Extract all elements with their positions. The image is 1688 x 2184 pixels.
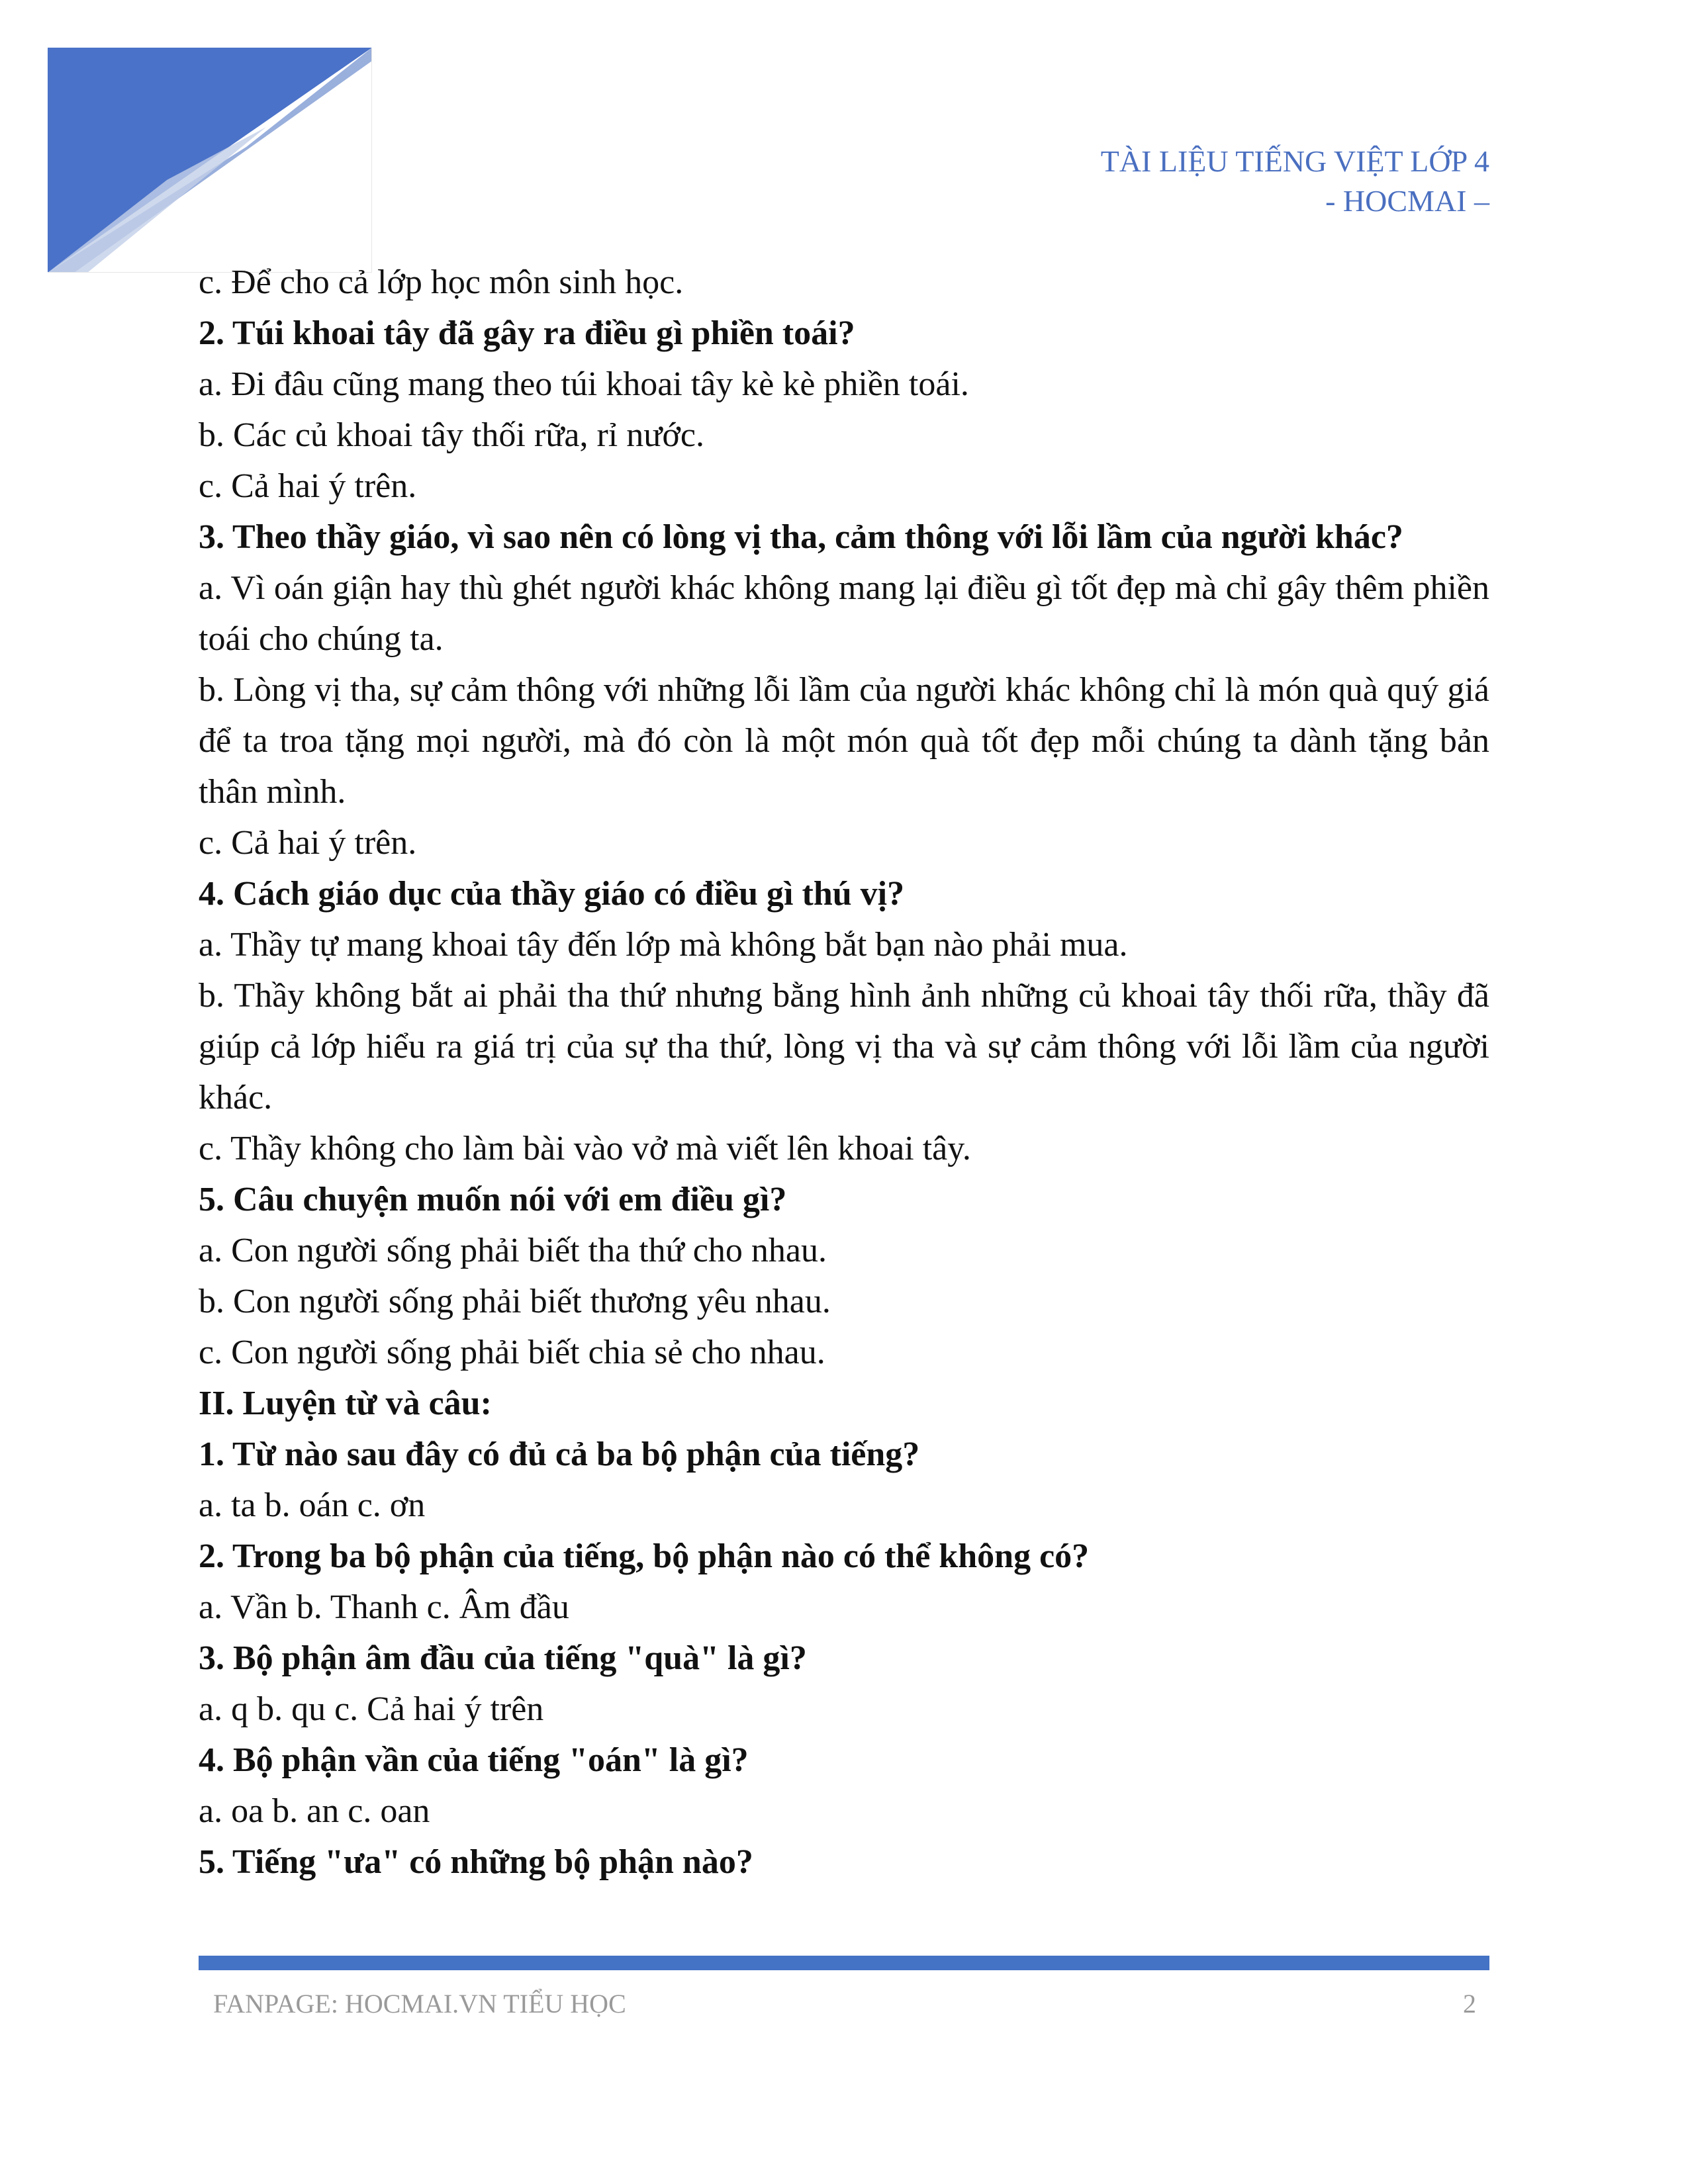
answer-line: a. Vần b. Thanh c. Âm đầu [199, 1588, 569, 1626]
answer-line: c. Cả hai ý trên. [199, 467, 417, 505]
header-title: TÀI LIỆU TIẾNG VIỆT LỚP 4 [1100, 144, 1489, 178]
question-line: 5. Tiếng "ưa" có những bộ phận nào? [199, 1843, 753, 1881]
question-line: II. Luyện từ và câu: [199, 1385, 492, 1422]
question-line: 4. Bộ phận vần của tiếng "oán" là gì? [199, 1741, 749, 1779]
answer-line: a. Con người sống phải biết tha thứ cho nhau. [199, 1232, 827, 1269]
page-number: 2 [1463, 1989, 1476, 2019]
question-line: 2. Túi khoai tây đã gây ra điều gì phiền toái? [199, 314, 855, 352]
header-brand: - HOCMAI – [1325, 184, 1489, 218]
document-header [1101, 142, 1489, 221]
answer-line: c. Cả hai ý trên. [199, 824, 417, 862]
footer-divider [199, 1956, 1489, 1970]
answer-line: a. Đi đâu cũng mang theo túi khoai tây kè kè phiền toái. [199, 365, 969, 403]
question-line: 4. Cách giáo dục của thầy giáo có điều gì thú vị? [199, 875, 905, 913]
answer-line: a. Vì oán giận hay thù ghét người khác không mang lại điều gì tốt đẹp mà chỉ gây thêm phiền toái cho chúng ta. [199, 569, 1489, 658]
question-line: 3. Theo thầy giáo, vì sao nên có lòng vị tha, cảm thông với lỗi lầm của người khác? [199, 518, 1403, 556]
answer-line: a. oa b. an c. oan [199, 1792, 430, 1830]
question-line: 3. Bộ phận âm đầu của tiếng "quà" là gì? [199, 1639, 807, 1677]
footer-fanpage: FANPAGE: HOCMAI.VN TIỂU HỌC [213, 1989, 626, 2019]
answer-line: b. Thầy không bắt ai phải tha thứ nhưng bằng hình ảnh những củ khoai tây thối rữa, thầy đã giúp cả lớp hiểu ra giá trị của sự tha thứ, lòng vị tha và sự cảm thông với lỗi lầm của người khác. [199, 977, 1489, 1116]
answer-line: a. q b. qu c. Cả hai ý trên [199, 1690, 544, 1728]
answer-line: c. Thầy không cho làm bài vào vở mà viết lên khoai tây. [199, 1130, 971, 1167]
worksheet-content [199, 257, 1489, 1888]
question-line: 5. Câu chuyện muốn nói với em điều gì? [199, 1181, 787, 1218]
answer-line: c. Con người sống phải biết chia sẻ cho nhau. [199, 1334, 825, 1371]
answer-line: b. Lòng vị tha, sự cảm thông với những lỗi lầm của người khác không chỉ là món quà quý giá để ta troa tặng mọi người, mà đó còn là một món quà tốt đẹp mỗi chúng ta dành tặng bản thân mình. [199, 671, 1489, 811]
question-line: 1. Từ nào sau đây có đủ cả ba bộ phận của tiếng? [199, 1435, 920, 1473]
answer-line: b. Con người sống phải biết thương yêu nhau. [199, 1283, 831, 1320]
answer-line: c. Để cho cả lớp học môn sinh học. [199, 263, 684, 301]
question-line: 2. Trong ba bộ phận của tiếng, bộ phận nào có thể không có? [199, 1537, 1090, 1575]
corner-decoration [48, 48, 372, 273]
answer-line: b. Các củ khoai tây thối rữa, rỉ nước. [199, 416, 704, 454]
answer-line: a. Thầy tự mang khoai tây đến lớp mà không bắt bạn nào phải mua. [199, 926, 1128, 964]
answer-line: a. ta b. oán c. ơn [199, 1486, 426, 1524]
